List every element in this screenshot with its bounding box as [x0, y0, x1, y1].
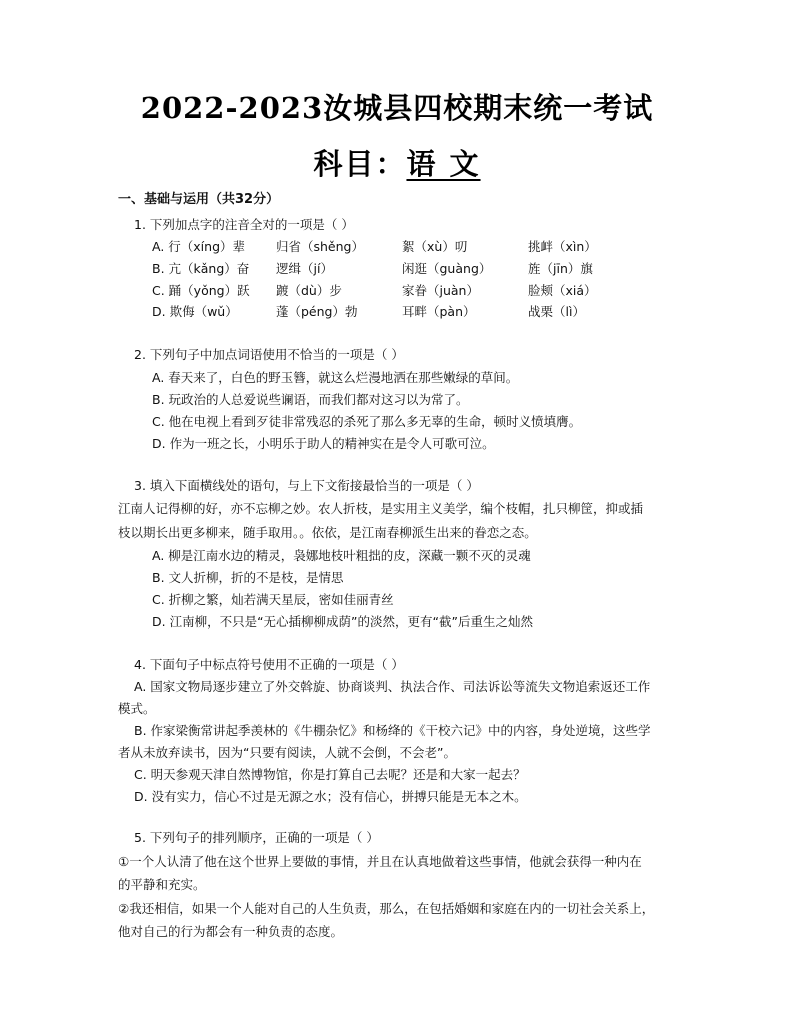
q5-line: ①一个人认清了他在这个世界上要做的事情，并且在认真地做着这些事情，他就会获得一种内在	[118, 854, 642, 869]
q1-cell: 家眷（juàn）	[402, 283, 479, 298]
q3-passage-line: 枝以期长出更多柳来，随手取用。。依依，是江南春柳派生出来的眷恋之态。	[118, 525, 537, 540]
q1-cell: 脸颊（xiá）	[528, 283, 597, 298]
question-1-stem: 1. 下列加点字的注音全对的一项是（ ）	[134, 217, 354, 232]
q1-cell: A. 行（xíng）辈	[152, 239, 246, 254]
q1-cell: 踱（dù）步	[276, 283, 342, 298]
q1-cell: B. 亢（kǎng）奋	[152, 261, 250, 276]
section-heading: 一、基础与运用（共32分）	[118, 192, 280, 207]
q1-cell: 逻缉（jí）	[276, 261, 333, 276]
q2-option: C. 他在电视上看到歹徒非常残忍的杀死了那么多无辜的生命，顿时义愤填膺。	[152, 414, 582, 429]
q2-option: B. 玩政治的人总爱说些谰语，而我们都对这习以为常了。	[152, 392, 469, 407]
q1-cell: 挑衅（xìn）	[528, 239, 597, 254]
q2-option: D. 作为一班之长，小明乐于助人的精神实在是令人可歌可泣。	[152, 436, 495, 451]
q3-option: A. 柳是江南水边的精灵，袅娜地枝叶粗拙的皮，深藏一颗不灭的灵魂	[152, 548, 531, 563]
q4-line: A. 国家文物局逐步建立了外交斡旋、协商谈判、执法合作、司法诉讼等流失文物追索返还工作	[134, 679, 651, 694]
q4-line: 模式。	[118, 701, 156, 716]
subject-line	[0, 142, 794, 183]
q3-option: D. 江南柳，不只是“无心插柳柳成荫”的淡然，更有“截”后重生之灿然	[152, 614, 533, 629]
q1-cell: 蓬（péng）勃	[276, 304, 358, 319]
q5-line: 的平静和充实。	[118, 877, 206, 892]
q3-option: B. 文人折柳，折的不是枝，是情思	[152, 570, 344, 585]
q3-passage-line: 江南人记得柳的好，亦不忘柳之妙。农人折枝，是实用主义美学，编个枝帽，扎只柳筐，抑或插	[118, 501, 644, 516]
q1-cell: 耳畔（pàn）	[402, 304, 476, 319]
q5-line: ②我还相信，如果一个人能对自己的人生负责，那么，在包括婚姻和家庭在内的一切社会关系上，	[118, 901, 655, 916]
q1-cell: D. 欺侮（wǔ）	[152, 304, 238, 319]
q2-option: A. 春天来了，白色的野玉簪，就这么烂漫地洒在那些嫩绿的草间。	[152, 370, 519, 385]
q5-line: 他对自己的行为都会有一种负责的态度。	[118, 924, 344, 939]
q1-cell: 战栗（lì）	[528, 304, 585, 319]
question-3-stem: 3. 填入下面横线处的语句，与上下文衔接最恰当的一项是（ ）	[134, 478, 479, 493]
question-2-stem: 2. 下列句子中加点词语使用不恰当的一项是（ ）	[134, 347, 404, 362]
subject-name: 语 文	[406, 147, 481, 181]
q4-line: C. 明天参观天津自然博物馆，你是打算自己去呢？还是和大家一起去？	[134, 767, 526, 782]
subject-prefix: 科目：	[313, 147, 407, 181]
q1-cell: 絮（xù）叨	[402, 239, 468, 254]
q4-line: 者从未放弃读书，因为“只要有阅读，人就不会倒，不会老”。	[118, 745, 456, 760]
exam-title: 2022-2023汝城县四校期末统一考试	[140, 91, 654, 125]
question-5-stem: 5. 下列句子的排列顺序，正确的一项是（ ）	[134, 830, 379, 845]
q1-cell: 归省（shěng）	[276, 239, 364, 254]
q4-line: D. 没有实力，信心不过是无源之水；没有信心，拼搏只能是无本之木。	[134, 789, 527, 804]
q1-cell: C. 踊（yǒng）跃	[152, 283, 250, 298]
q1-cell: 旌（jīn）旗	[528, 261, 593, 276]
q1-cell: 闲逛（guàng）	[402, 261, 492, 276]
question-4-stem: 4. 下面句子中标点符号使用不正确的一项是（ ）	[134, 657, 404, 672]
q4-line: B. 作家梁衡常讲起季羡林的《牛棚杂忆》和杨绛的《干校六记》中的内容，身处逆境，这些学	[134, 723, 651, 738]
q3-option: C. 折柳之繁，灿若满天星辰，密如佳丽青丝	[152, 592, 394, 607]
